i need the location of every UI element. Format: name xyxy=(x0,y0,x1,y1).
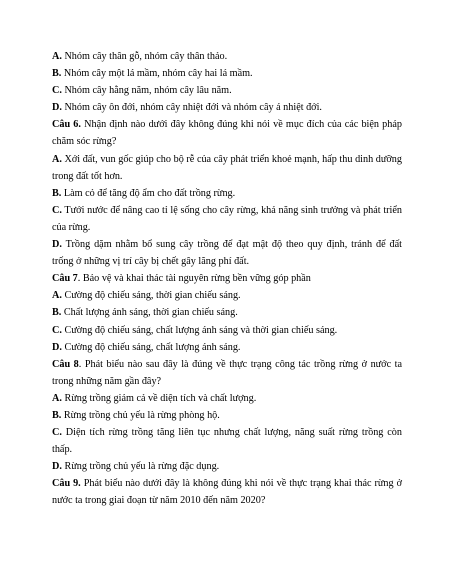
option-line: B. Rừng trồng chủ yếu là rừng phòng hộ. xyxy=(52,409,220,421)
question-6: Câu 6. Nhận định nào dưới đây không đúng khi nói về mục đích của các biện pháp chăm sóc rừng? xyxy=(52,119,402,148)
option-line: A. Rừng trồng giảm cả về diện tích và chất lượng. xyxy=(52,392,257,404)
option-line: B. Nhóm cây một lá mầm, nhóm cây hai lá mầm. xyxy=(52,68,253,80)
document-page xyxy=(52,48,402,510)
option-line: C. Cường độ chiếu sáng, chất lượng ánh sáng và thời gian chiếu sáng. xyxy=(52,324,338,336)
option-line: D. Nhóm cây ôn đới, nhóm cây nhiệt đới và nhóm cây á nhiệt đới. xyxy=(52,102,322,114)
option-line: B. Chất lượng ánh sáng, thời gian chiếu sáng. xyxy=(52,307,238,319)
option-line: A. Cường độ chiếu sáng, thời gian chiếu sáng. xyxy=(52,290,241,302)
question-7: Câu 7. Bảo vệ và khai thác tài nguyên rừng bền vững góp phần xyxy=(52,273,311,285)
question-9: Câu 9. Phát biểu nào dưới đây là không đúng khi nói về thực trạng khai thác rừng ở nước ta trong giai đoạn từ năm 2010 đến năm 2020? xyxy=(52,478,402,507)
option-line: D. Cường độ chiếu sáng, chất lượng ánh sáng. xyxy=(52,341,241,353)
option-line: C. Diện tích rừng trồng tăng liên tục nhưng chất lượng, năng suất rừng trồng còn thấp. xyxy=(52,427,402,456)
option-line: A. Nhóm cây thân gỗ, nhóm cây thân thảo. xyxy=(52,51,228,62)
question-8: Câu 8. Phát biểu nào sau đây là đúng về thực trạng công tác trồng rừng ở nước ta trong những năm gần đây? xyxy=(52,358,402,387)
option-line: D. Rừng trồng chủ yếu là rừng đặc dụng. xyxy=(52,461,220,473)
option-line: B. Làm cỏ để tăng độ ẩm cho đất trồng rừng. xyxy=(52,187,236,199)
option-line: A. Xới đất, vun gốc giúp cho bộ rễ của cây phát triển khoẻ mạnh, hấp thu dinh dưỡng trong đất tốt hơn. xyxy=(52,153,402,182)
option-line: D. Trồng dặm nhằm bổ sung cây trồng để đạt mật độ theo quy định, tránh để đất trống ở những vị trí cây bị chết gây lãng phí đất. xyxy=(52,239,402,268)
option-line: C. Tưới nước để nâng cao tỉ lệ sống cho cây rừng, khả năng sinh trưởng và phát triển của rừng. xyxy=(52,204,402,233)
option-line: C. Nhóm cây hằng năm, nhóm cây lâu năm. xyxy=(52,85,232,97)
